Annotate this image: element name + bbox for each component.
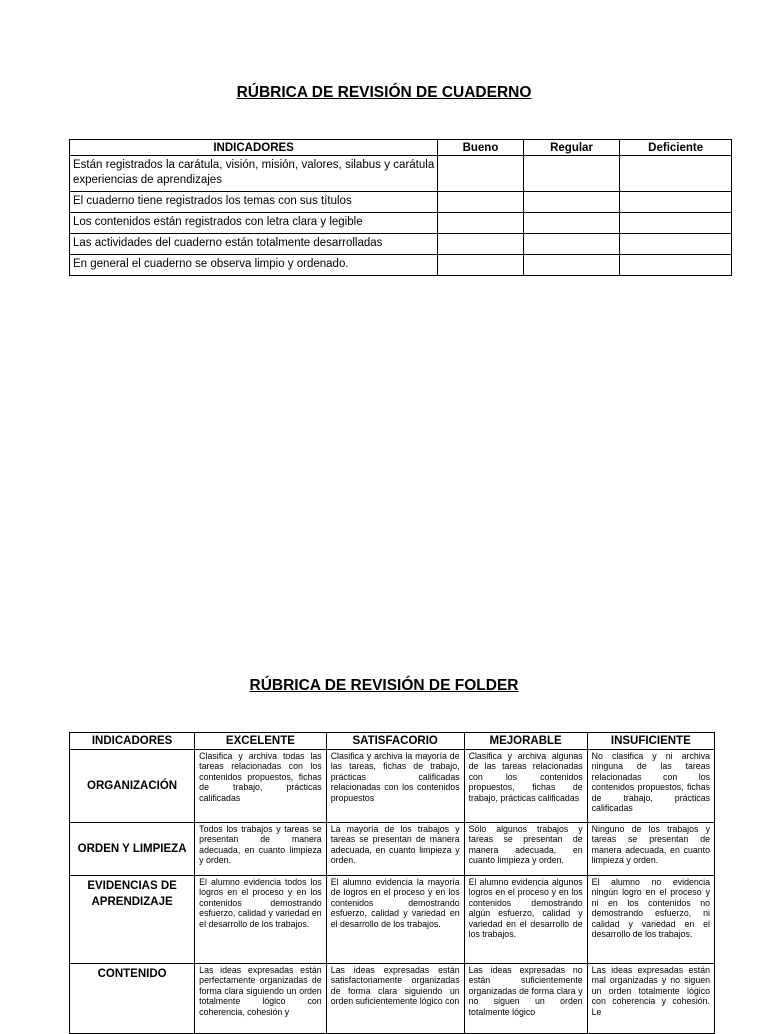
descriptor-cell: La mayoría de los trabajos y tareas se presentan de manera adecuada, en cuanto limpieza y orden. (326, 823, 464, 876)
header-excelente: EXCELENTE (195, 733, 327, 750)
indicator-cell: El cuaderno tiene registrados los temas con sus títulos (70, 192, 438, 213)
header-indicadores: INDICADORES (70, 733, 195, 750)
rating-cell[interactable] (620, 234, 732, 255)
header-insuficiente: INSUFICIENTE (587, 733, 714, 750)
indicator-contenido: CONTENIDO (70, 964, 195, 1034)
descriptor-cell: Clasifica y archiva algunas de las tareas relacionadas con los contenidos propuestos, fichas de trabajo, prácticas calificadas (464, 750, 587, 823)
rating-cell[interactable] (620, 156, 732, 192)
rating-cell[interactable] (438, 192, 524, 213)
rating-cell[interactable] (523, 234, 620, 255)
descriptor-cell: Sólo algunos trabajos y tareas se presentan de manera adecuada, en cuanto limpieza y orden. (464, 823, 587, 876)
folder-rubric-title: RÚBRICA DE REVISIÓN DE FOLDER (249, 677, 519, 694)
indicator-cell: Las actividades del cuaderno están totalmente desarrolladas (70, 234, 438, 255)
rating-cell[interactable] (523, 156, 620, 192)
descriptor-cell: Las ideas expresadas están mal organizadas y no siguen un orden totalmente lógico con coherencia y cohesión. Le (587, 964, 714, 1034)
header-bueno: Bueno (438, 140, 524, 156)
indicator-cell: Los contenidos están registrados con letra clara y legible (70, 213, 438, 234)
rating-cell[interactable] (523, 213, 620, 234)
header-indicadores: INDICADORES (70, 140, 438, 156)
table-row (70, 964, 715, 1034)
table-header-row (70, 733, 715, 750)
descriptor-cell: Todos los trabajos y tareas se presentan de manera adecuada, en cuanto limpieza y orden. (195, 823, 327, 876)
table-row (70, 876, 715, 964)
header-satisfactorio: SATISFACORIO (326, 733, 464, 750)
table-row (70, 213, 732, 234)
descriptor-cell: Las ideas expresadas están perfectamente organizadas de forma clara siguiendo un orden totalmente lógico con coherencia, cohesión y (195, 964, 327, 1034)
table-header-row (70, 140, 732, 156)
indicator-cell: Están registrados la carátula, visión, misión, valores, silabus y carátula experiencias de aprendizajes (70, 156, 438, 192)
folder-rubric-table (69, 732, 715, 1034)
notebook-rubric-title: RÚBRICA DE REVISIÓN DE CUADERNO (236, 84, 532, 101)
rating-cell[interactable] (523, 255, 620, 276)
table-row (70, 750, 715, 823)
table-row (70, 234, 732, 255)
descriptor-cell: Clasifica y archiva todas las tareas relacionadas con los contenidos propuestos, fichas de trabajo, prácticas calificadas (195, 750, 327, 823)
descriptor-cell: El alumno no evidencia ningún logro en el proceso y ni en los contenidos no demostrando esfuerzo, ni calidad y variedad en el desarrollo de los trabajos. (587, 876, 714, 964)
descriptor-cell: Clasifica y archiva la mayoría de las tareas, fichas de trabajo, prácticas calificadas relacionadas con los contenidos propuestos (326, 750, 464, 823)
descriptor-cell: Ninguno de los trabajos y tareas se presentan de manera adecuada, en cuanto limpieza y orden. (587, 823, 714, 876)
indicator-cell: En general el cuaderno se observa limpio y ordenado. (70, 255, 438, 276)
descriptor-cell: El alumno evidencia algunos logros en el proceso y en los contenidos demostrando algún esfuerzo, calidad y variedad en el desarrollo de los trabajos. (464, 876, 587, 964)
descriptor-cell: El alumno evidencia todos los logros en el proceso y en los contenidos demostrando esfuerzo, calidad y variedad en el desarrollo de los trabajos. (195, 876, 327, 964)
notebook-rubric-table (69, 139, 732, 276)
rating-cell[interactable] (438, 156, 524, 192)
rating-cell[interactable] (438, 234, 524, 255)
rating-cell[interactable] (620, 255, 732, 276)
rating-cell[interactable] (438, 255, 524, 276)
table-row (70, 156, 732, 192)
header-deficiente: Deficiente (620, 140, 732, 156)
rating-cell[interactable] (620, 213, 732, 234)
indicator-organizacion: ORGANIZACIÓN (70, 750, 195, 823)
descriptor-cell: Las ideas expresadas están satisfactoriamente organizadas de forma clara siguiendo un orden suficientemente lógico con (326, 964, 464, 1034)
header-mejorable: MEJORABLE (464, 733, 587, 750)
header-regular: Regular (523, 140, 620, 156)
indicator-evidencias: EVIDENCIAS DE APRENDIZAJE (70, 876, 195, 964)
rating-cell[interactable] (620, 192, 732, 213)
rating-cell[interactable] (523, 192, 620, 213)
table-row (70, 192, 732, 213)
descriptor-cell: El alumno evidencia la mayoría de logros en el proceso y en los contenidos demostrando esfuerzo, calidad y variedad en el desarrollo de los trabajos. (326, 876, 464, 964)
table-row (70, 255, 732, 276)
descriptor-cell: Las ideas expresadas no están suficientemente organizadas de forma clara y no siguen un orden totalmente lógico (464, 964, 587, 1034)
rating-cell[interactable] (438, 213, 524, 234)
descriptor-cell: No clasifica y ni archiva ninguna de las tareas relacionadas con los contenidos propuestos, fichas de trabajo, prácticas calificadas (587, 750, 714, 823)
indicator-orden-limpieza: ORDEN Y LIMPIEZA (70, 823, 195, 876)
table-row (70, 823, 715, 876)
